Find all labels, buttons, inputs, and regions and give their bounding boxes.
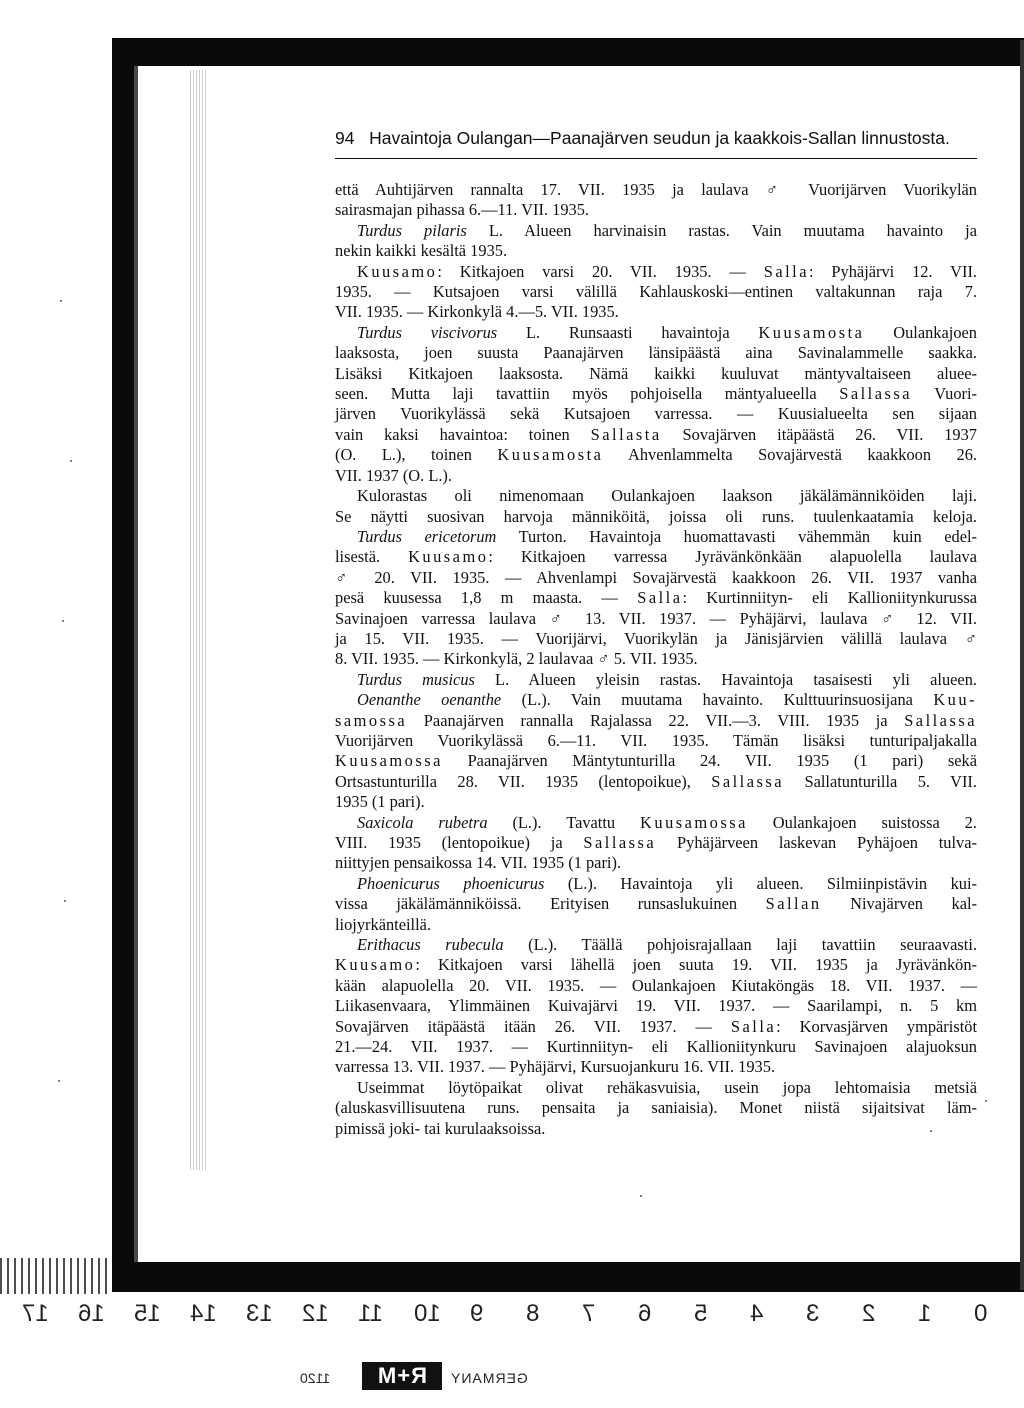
text-segment: (O. L.), toinen (335, 445, 498, 465)
text-segment: : Korvasjärven ympäristöt (776, 1016, 978, 1036)
text-segment: Liikasenvaara, Ylimmäinen Kuivajärvi 19. VII. 1937. — Saarilampi, n. 5 km (335, 996, 977, 1016)
text-segment: : Kurtinniityn- eli Kallioniitynkurussa (682, 588, 977, 608)
spaced-place-name: Salla (763, 261, 809, 281)
text-segment: liojyrkänteillä. (335, 914, 432, 934)
text-line (335, 853, 977, 873)
ruler-digit: 0 (974, 1300, 988, 1327)
text-line (335, 282, 977, 302)
species-name: Phoenicurus phoenicurus (357, 873, 545, 893)
text-line (335, 547, 977, 567)
text-segment: Sovajärven itäpäästä 26. VII. 1937 (661, 424, 977, 444)
text-segment: Oulankajoen (864, 322, 977, 342)
text-segment: pimissä joki- tai kurulaaksoissa. (335, 1118, 546, 1138)
ruler-digit: 4 (750, 1300, 764, 1327)
running-title: Havaintoja Oulangan—Paanajärven seudun ja kaakkois-Sallan linnustosta. (369, 128, 950, 148)
text-line (335, 527, 977, 547)
scan-border-bottom (112, 1262, 1024, 1292)
spaced-place-name: Sallasta (590, 424, 662, 444)
paragraph-continuation-line-2: sairasmajan pihassa 6.—11. VII. 1935. (335, 200, 590, 220)
text-segment: : Pyhäjärvi 12. VII. (809, 261, 977, 281)
text-line (335, 425, 977, 445)
text-line (335, 833, 977, 853)
species-name: Turdus musicus (357, 669, 475, 689)
text-line (335, 935, 977, 955)
text-segment: Vuori- (912, 384, 977, 404)
species-name: Saxicola rubetra (357, 812, 488, 832)
text-segment: Se näytti suosivan harvoja männiköitä, joissa oli runs. tuulenkaatamia keloja. (335, 506, 977, 526)
text-line (335, 1119, 977, 1139)
ruler-digit: 2 (862, 1300, 876, 1327)
text-segment: : Kitkajoen varsi 20. VII. 1935. — (437, 261, 764, 281)
text-segment: Useimmat löytöpaikat olivat rehäkasvuisia, usein jopa lehtomaisia metsiä (357, 1077, 977, 1097)
header-rule (335, 158, 977, 159)
ruler-digit: 17 (22, 1300, 49, 1327)
ruler-digit: 10 (414, 1300, 441, 1327)
scan-maker-label (300, 1360, 620, 1400)
text-segment: lisestä. (335, 547, 409, 567)
text-segment: nekin kaikki kesältä 1935. (335, 241, 508, 261)
ruler-digit: 8 (526, 1300, 540, 1327)
text-segment: Kulorastas oli nimenomaan Oulankajoen laakson jäkälämänniköiden laji. (357, 486, 977, 506)
maker-logo: R+M (362, 1362, 442, 1390)
text-line (335, 507, 977, 527)
species-name: Erithacus rubecula (357, 935, 504, 955)
text-line (335, 1098, 977, 1118)
text-line (335, 751, 977, 771)
scan-speck (60, 300, 62, 302)
text-line (335, 731, 977, 751)
species-name: Turdus pilaris (357, 220, 467, 240)
scan-border-right (1020, 40, 1024, 1290)
text-line (335, 343, 977, 363)
text-line (335, 568, 977, 588)
text-segment: (L.). Havaintoja yli alueen. Silmiinpistävin kui- (544, 873, 977, 893)
text-segment: järven Vuorikylässä sekä Kutsajoen varressa. — Kuusialueelta sen sijaan (335, 404, 977, 424)
text-line (335, 364, 977, 384)
text-line (335, 976, 977, 996)
text-segment: Turton. Havaintoja huomattavasti vähemmän kuin edel- (496, 526, 977, 546)
spaced-place-name: Kuusamo (335, 955, 416, 975)
text-segment: seen. Mutta laji tavattiin myös pohjoisella mäntyalueella (335, 384, 840, 404)
running-header (335, 128, 977, 149)
species-name: Turdus ericetorum (357, 526, 497, 546)
scan-speck (62, 620, 64, 622)
ruler-digit: 14 (190, 1300, 217, 1327)
ruler-digit: 9 (470, 1300, 484, 1327)
scan-speck (58, 1080, 60, 1082)
page-number: 94 (335, 128, 355, 148)
text-segment: (L.). Tavattu (487, 812, 641, 832)
spaced-place-name: Kuusamo (357, 261, 438, 281)
text-segment: 1935. — Kutsajoen varsi välillä Kahlauskoski—entinen valtakunnan raja 7. (335, 282, 977, 302)
text-segment: Ortsastunturilla 28. VII. 1935 (lentopoikue), (335, 771, 712, 791)
ruler-digit: 15 (134, 1300, 161, 1327)
text-line (335, 323, 977, 343)
text-segment: : Kitkajoen varressa Jyrävänkönkään alapuolella laulava (488, 547, 978, 567)
text-segment: : Kitkajoen varsi lähellä joen suuta 19. VII. 1935 ja Jyrävänkön- (415, 955, 977, 975)
text-line (335, 445, 977, 465)
scan-speck (70, 460, 72, 462)
ruler-digit: 5 (694, 1300, 708, 1327)
text-segment: Sovajärven itäpäästä itään 26. VII. 1937. — (335, 1016, 731, 1036)
text-line (335, 915, 977, 935)
species-entries (335, 221, 977, 1139)
text-line (335, 894, 977, 914)
text-segment: Lisäksi Kitkajoen laaksosta. Nämä kaikki kuuluvat mäntyvaltaiseen aluee- (335, 363, 977, 383)
text-segment: 8. VII. 1935. — Kirkonkylä, 2 laulavaa ♂ 5. VII. 1935. (335, 649, 698, 669)
text-line (335, 486, 977, 506)
text-line (335, 262, 977, 282)
text-line (335, 711, 977, 731)
text-line (335, 955, 977, 975)
text-segment: varressa 13. VII. 1937. — Pyhäjärvi, Kursuojankuru 16. VII. 1935. (335, 1057, 776, 1077)
scan-border-top (112, 38, 1024, 66)
scan-border-left-inner (134, 66, 138, 1276)
text-line (335, 874, 977, 894)
text-segment: Oulankajoen suistossa 2. (747, 812, 977, 832)
page-header (335, 128, 977, 149)
maker-country: GERMANY (450, 1370, 528, 1386)
text-segment: VII. 1935. — Kirkonkylä 4.—5. VII. 1935. (335, 302, 619, 322)
ruler-digit: 16 (78, 1300, 105, 1327)
text-segment: VII. 1937 (O. L.). (335, 465, 452, 485)
text-segment: Pyhäjärveen laskevan Pyhäjoen tulva- (656, 833, 977, 852)
spaced-place-name: Kuusamosta (497, 445, 604, 465)
text-line (335, 588, 977, 608)
text-segment: (L.). Täällä pohjoisrajallaan laji tavattiin seuraavasti. (503, 935, 977, 955)
scan-speck (930, 1130, 932, 1132)
text-segment: Vuorijärven Vuorikylässä 6.—11. VII. 1935. Tämän lisäksi tunturipaljakalla (335, 730, 977, 750)
text-line (335, 1037, 977, 1057)
spaced-place-name: samossa (335, 710, 408, 730)
maker-code: 1120 (300, 1370, 331, 1386)
scan-speck (640, 1195, 642, 1197)
ruler-digit: 6 (638, 1300, 652, 1327)
scan-ruler (0, 1258, 112, 1294)
binding-shadow (190, 70, 206, 1170)
text-segment: L. Alueen harvinaisin rastas. Vain muutama havainto ja (466, 220, 977, 240)
text-line (335, 649, 977, 669)
text-line (335, 384, 977, 404)
text-segment: (aluskasvillisuutena runs. pensaita ja saniaisia). Monet niistä sijaitsivat läm- (335, 1098, 977, 1118)
text-segment: ♂ 20. VII. 1935. — Ahvenlampi Sovajärvestä kaakkoon 26. VII. 1937 vanha (335, 567, 977, 587)
text-segment: VIII. 1935 (lentopoikue) ja (335, 833, 584, 852)
text-segment: kään alapuolella 20. VII. 1935. — Oulankajoen Kiutaköngäs 18. VII. 1937. — (335, 975, 977, 995)
text-line (335, 996, 977, 1016)
spaced-place-name: Kuusamo (408, 547, 489, 567)
text-line (335, 221, 977, 241)
spaced-place-name: Salla (730, 1016, 777, 1036)
page-body (335, 180, 977, 1139)
scan-speck (985, 1100, 987, 1102)
spaced-place-name: Sallassa (904, 710, 977, 730)
text-line (335, 1017, 977, 1037)
ruler-digit: 7 (582, 1300, 596, 1327)
spaced-place-name: Salla (637, 588, 683, 608)
text-segment: vain kaksi havaintoa: toinen (335, 424, 591, 444)
spaced-place-name: Sallassa (839, 384, 913, 404)
scan-border-left (112, 38, 134, 1278)
ruler-digit: 3 (806, 1300, 820, 1327)
scan-ruler-digits (0, 1300, 1024, 1340)
spaced-place-name: Sallassa (583, 833, 657, 852)
ruler-digit: 13 (246, 1300, 273, 1327)
spaced-place-name: Kuusamossa (640, 812, 748, 832)
scan-speck (64, 900, 66, 902)
text-line (335, 772, 977, 792)
text-segment: 21.—24. VII. 1937. — Kurtinniityn- eli Kallioniitynkuru Savinajoen alajuoksun (335, 1037, 977, 1057)
text-line (335, 404, 977, 424)
text-segment: 1935 (1 pari). (335, 792, 425, 812)
paragraph-continuation-line-1: että Auhtijärven rannalta 17. VII. 1935 ja laulava ♂ Vuorijärven Vuorikylän (335, 180, 977, 199)
species-name: Turdus viscivorus (357, 322, 498, 342)
text-segment: (L.). Vain muutama havainto. Kulttuurinsuosijana (501, 690, 934, 710)
text-line (335, 813, 977, 833)
spaced-place-name: Kuusamossa (335, 751, 443, 771)
ruler-digit: 11 (358, 1300, 383, 1327)
text-segment: laaksosta, joen suusta Paanajärven länsipäästä aina Savinalammelle saakka. (335, 343, 977, 363)
text-segment: Sallatunturilla 5. VII. (784, 771, 977, 791)
spaced-place-name: Sallan (765, 894, 822, 914)
text-segment: Ahvenlammelta Sovajärvestä kaakkoon 26. (603, 445, 978, 465)
spaced-place-name: Kuusamosta (758, 322, 865, 342)
text-segment: L. Runsaasti havaintoja (497, 322, 759, 342)
text-line (335, 690, 977, 710)
text-segment: Paanajärven rannalla Rajalassa 22. VII.—3. VIII. 1935 ja (407, 710, 905, 730)
spaced-place-name: Sallassa (711, 771, 785, 791)
spaced-place-name: Kuu- (933, 690, 978, 710)
text-segment: Savinajoen varressa laulava ♂ 13. VII. 1937. — Pyhäjärvi, laulava ♂ 12. VII. (335, 608, 977, 628)
text-segment: Paanajärven Mäntytunturilla 24. VII. 1935 (1 pari) sekä (442, 751, 977, 771)
ruler-digit: 12 (302, 1300, 329, 1327)
text-segment: ja 15. VII. 1935. — Vuorijärvi, Vuorikylän ja Jänisjärvien välillä laulava ♂ (335, 628, 977, 648)
text-segment: Nivajärven kal- (821, 894, 977, 914)
text-line (335, 629, 977, 649)
text-line (335, 466, 977, 486)
text-line (335, 302, 977, 322)
text-segment: L. Alueen yleisin rastas. Havaintoja tasaisesti yli alueen. (474, 669, 977, 689)
species-name: Oenanthe oenanthe (357, 690, 502, 710)
text-segment: niittyjen pensaikossa 14. VII. 1935 (1 pari). (335, 853, 622, 873)
text-segment: pesä kuusessa 1,8 m maasta. — (335, 588, 638, 608)
text-line (335, 1078, 977, 1098)
text-line (335, 670, 977, 690)
text-line (335, 241, 977, 261)
text-line (335, 1057, 977, 1077)
text-segment: vissa jäkälämänniköissä. Erityisen runsaslukuinen (335, 894, 766, 914)
ruler-digit: 1 (918, 1300, 932, 1327)
text-line (335, 792, 977, 812)
text-line (335, 609, 977, 629)
